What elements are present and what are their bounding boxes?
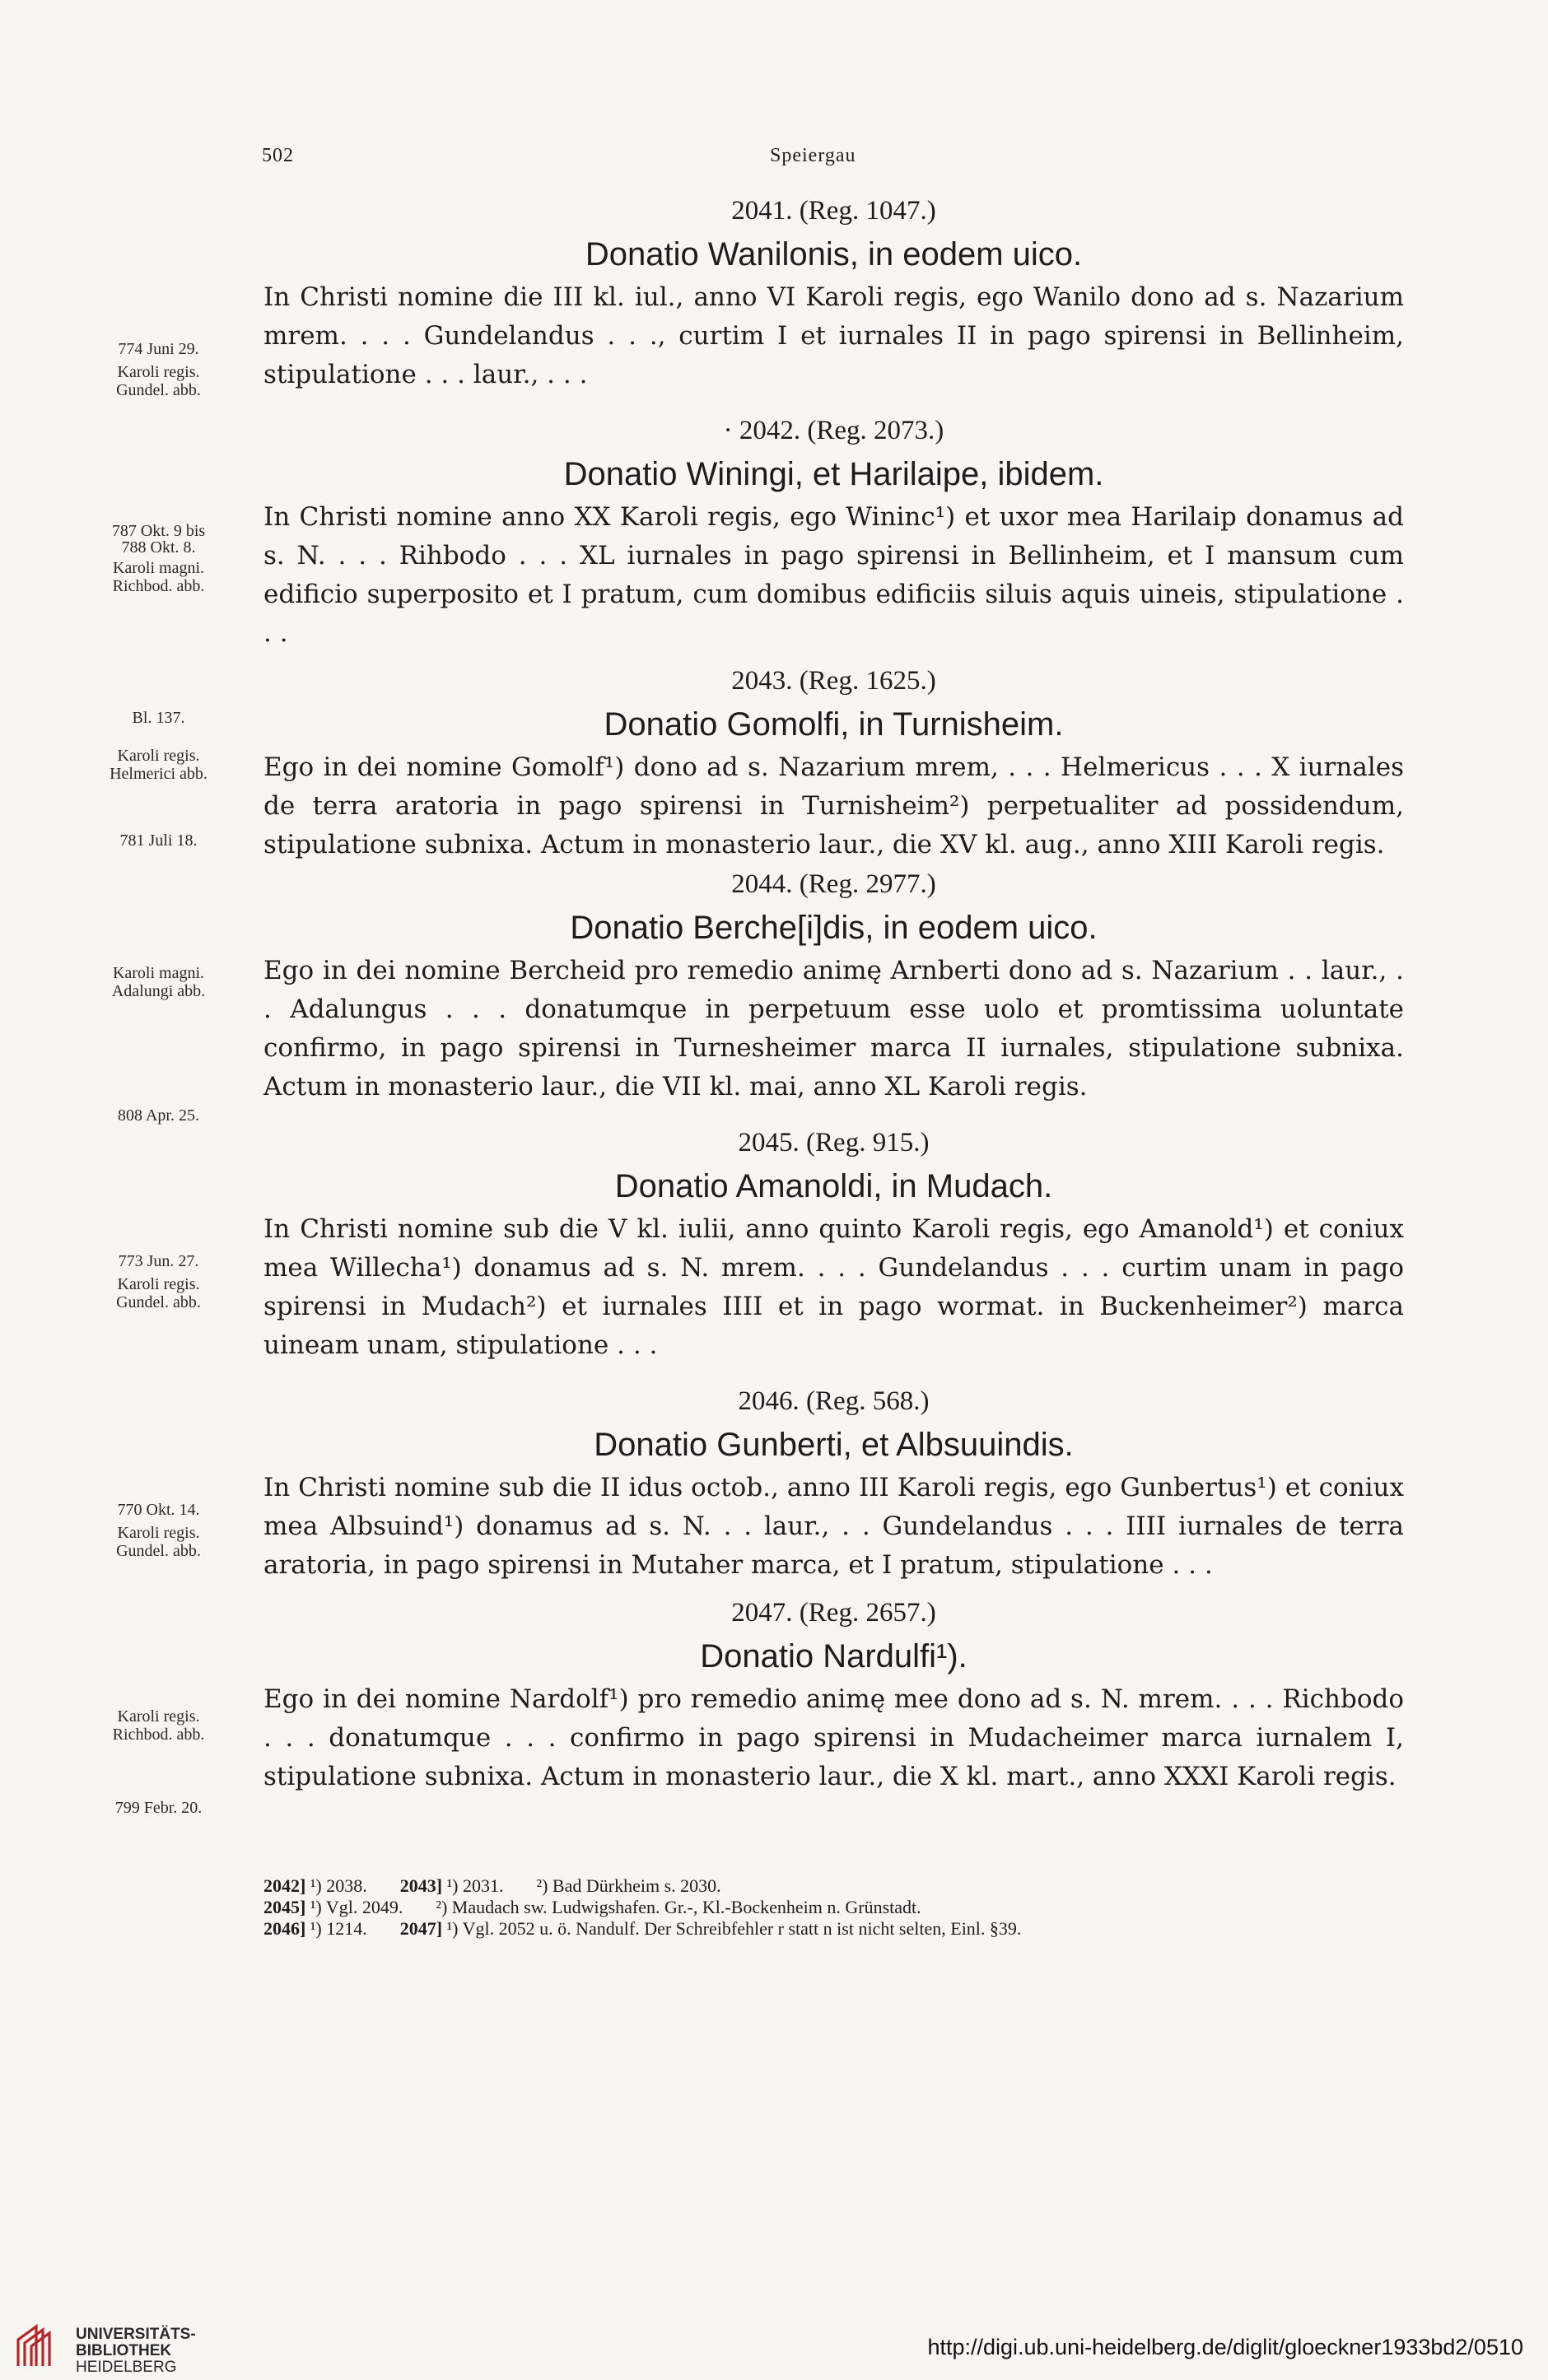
- main-text: [263, 191, 1404, 1796]
- margin-abbot: Gundel. abb.: [116, 1542, 201, 1560]
- margin-king: Karoli regis.: [117, 363, 200, 381]
- library-name-line: BIBLIOTHEK: [76, 2342, 172, 2359]
- footnote-text: ¹) Vgl. 2052 u. ö. Nandulf. Der Schreibfehler r statt n ist nicht selten, Einl. §39.: [446, 1918, 1022, 1939]
- margin-king: Karoli regis.: [117, 1707, 200, 1726]
- footnote-ref: 2043]: [399, 1875, 443, 1896]
- footnote-text: ²) Bad Dürkheim s. 2030.: [536, 1875, 721, 1896]
- margin-king: Karoli magni.: [112, 964, 205, 982]
- library-name-line: HEIDELBERG: [76, 2359, 177, 2376]
- entry-2041: [263, 191, 1404, 394]
- margin-date: 799 Febr. 20.: [114, 1799, 203, 1817]
- entry-text: Ego in dei nomine Nardolf¹) pro remedio animę mee dono ad s. N. mrem. . . . Richbodo . . . donatumque . . . confirmo in pago spirensi in Mudacheimer marca iurnalem I, stipulatione subnixa. Actum in monasterio laur., die X kl. mart., anno XXXI Karoli regis.: [263, 1684, 1404, 1791]
- margin-date: 773 Jun. 27.: [118, 1252, 199, 1270]
- margin-abbot: Gundel. abb.: [116, 381, 201, 399]
- footnote-text: ²) Maudach sw. Ludwigshafen. Gr.-, Kl.-Bockenheim n. Grünstadt.: [436, 1897, 921, 1917]
- footnote-ref: 2042]: [263, 1875, 306, 1896]
- entry-2046: [263, 1381, 1404, 1585]
- footnote-ref: 2047]: [399, 1918, 443, 1939]
- entry-text: Ego in dei nomine Bercheid pro remedio animę Arnberti dono ad s. Nazarium . . laur., . . Adalungus . . . donatumque in perpetuum esse uolo et promtissima uoluntate confirmo, in pago spirensi in Turnesheimer marca II iurnales, stipulatione subnixa. Actum in monasterio laur., die VII kl. mai, anno XL Karoli regis.: [263, 956, 1404, 1102]
- entry-title: Donatio Gunberti, et Albsuuindis.: [594, 1427, 1074, 1463]
- footnote-text: ¹) 2038.: [310, 1875, 367, 1896]
- source-url-link[interactable]: http://digi.ub.uni-heidelberg.de/diglit/gloeckner1933bd2/0510: [927, 2335, 1523, 2359]
- footnote-row: [263, 1897, 1408, 1918]
- margin-abbot: Helmerici abb.: [110, 765, 207, 783]
- entry-number: 2046. (Reg. 568.): [738, 1386, 930, 1416]
- library-name: [76, 2326, 196, 2376]
- entry-text: In Christi nomine anno XX Karoli regis, ego Wininc¹) et uxor mea Harilaip donamus ad s. N. . . . Rihbodo . . . XL iurnales in pago spirensi in Bellinheim, et I mansum cum edificio superposito et I pratum, cum domibus edificiis siluis aquis uineis, stipulatione . . .: [263, 502, 1404, 648]
- entry-2044: [263, 864, 1404, 1106]
- margin-date: 808 Apr. 25.: [118, 1106, 199, 1125]
- running-title: Speiergau: [770, 145, 856, 166]
- entry-number: 2041. (Reg. 1047.): [731, 196, 936, 226]
- margin-king: Karoli regis.: [117, 1524, 200, 1542]
- entry-title: Donatio Gomolfi, in Turnisheim.: [604, 706, 1064, 743]
- margin-date: 781 Juli 18.: [119, 831, 198, 850]
- entry-text: In Christi nomine sub die V kl. iulii, anno quinto Karoli regis, ego Amanold¹) et coniux mea Willecha¹) donamus ad s. N. mrem. . . . Gundelandus . . . curtim unam in pago spirensi in Mudach²) et iurnales IIII et in pago wormat. in Buckenheimer²) marca uineam unam, stipulatione . . .: [263, 1214, 1404, 1360]
- footnote-text: ¹) 1214.: [310, 1918, 367, 1939]
- entry-text: In Christi nomine sub die II idus octob., anno III Karoli regis, ego Gunbertus¹) et coniux mea Albsuind¹) donamus ad s. N. . . laur., . . Gundelandus . . . IIII iurnales de terra aratoria, in pago spirensi in Mutaher marca, et I pratum, stipulatione . . .: [263, 1473, 1404, 1580]
- entry-title: Donatio Winingi, et Harilaipe, ibidem.: [563, 456, 1104, 492]
- entry-title: Donatio Nardulfi¹).: [700, 1638, 968, 1674]
- footnote-row: [263, 1875, 1408, 1897]
- margin-date: 787 Okt. 9 bis: [111, 522, 206, 540]
- entry-2045: [263, 1123, 1404, 1365]
- margin-king: Karoli magni.: [112, 559, 205, 577]
- footnote-text: ¹) 2031.: [446, 1875, 504, 1896]
- entry-2043: [263, 661, 1404, 864]
- entry-text: In Christi nomine die III kl. iul., anno VI Karoli regis, ego Wanilo dono ad s. Nazarium mrem. . . . Gundelandus . . ., curtim I et iurnales II in pago spirensi in Bellinheim, stipulatione . . . laur., . . .: [263, 282, 1404, 389]
- margin-date: 788 Okt. 8.: [121, 538, 196, 557]
- margin-abbot: Gundel. abb.: [116, 1293, 201, 1311]
- margin-ref: Bl. 137.: [132, 709, 185, 727]
- entry-number: 2043. (Reg. 1625.): [731, 666, 936, 696]
- page-number: 502: [262, 145, 294, 166]
- entry-text: Ego in dei nomine Gomolf¹) dono ad s. Nazarium mrem, . . . Helmericus . . . X iurnales de terra aratoria in pago spirensi in Turnisheim²) perpetualiter ad possidendum, stipulatione subnixa. Actum in monasterio laur., die XV kl. aug., anno XIII Karoli regis.: [263, 752, 1404, 859]
- footnote-ref: 2046]: [263, 1918, 306, 1939]
- entry-title: Donatio Wanilonis, in eodem uico.: [585, 236, 1083, 272]
- entry-2047: [263, 1593, 1404, 1796]
- margin-abbot: Richbod. abb.: [112, 577, 205, 595]
- library-logo-icon: [15, 2322, 59, 2369]
- margin-king: Karoli regis.: [117, 747, 200, 765]
- margin-king: Karoli regis.: [117, 1275, 200, 1293]
- entry-number: 2047. (Reg. 2657.): [731, 1598, 936, 1628]
- entry-title: Donatio Amanoldi, in Mudach.: [614, 1168, 1053, 1204]
- footnote-text: ¹) Vgl. 2049.: [310, 1897, 403, 1917]
- footnote-row: [263, 1918, 1408, 1940]
- margin-date: 770 Okt. 14.: [117, 1501, 200, 1519]
- entry-number: 2044. (Reg. 2977.): [731, 869, 936, 899]
- footnote-ref: 2045]: [263, 1897, 306, 1917]
- margin-abbot: Adalungi abb.: [111, 982, 206, 1000]
- margin-abbot: Richbod. abb.: [112, 1726, 205, 1744]
- footnotes: [263, 1875, 1408, 1940]
- entry-number: 2045. (Reg. 915.): [738, 1128, 930, 1157]
- library-name-line: UNIVERSITÄTS-: [76, 2326, 196, 2343]
- entry-title: Donatio Berche[i]dis, in eodem uico.: [570, 910, 1098, 946]
- entry-number: · 2042. (Reg. 2073.): [723, 416, 944, 445]
- entry-2042: [263, 411, 1404, 653]
- margin-date: 774 Juni 29.: [118, 340, 199, 358]
